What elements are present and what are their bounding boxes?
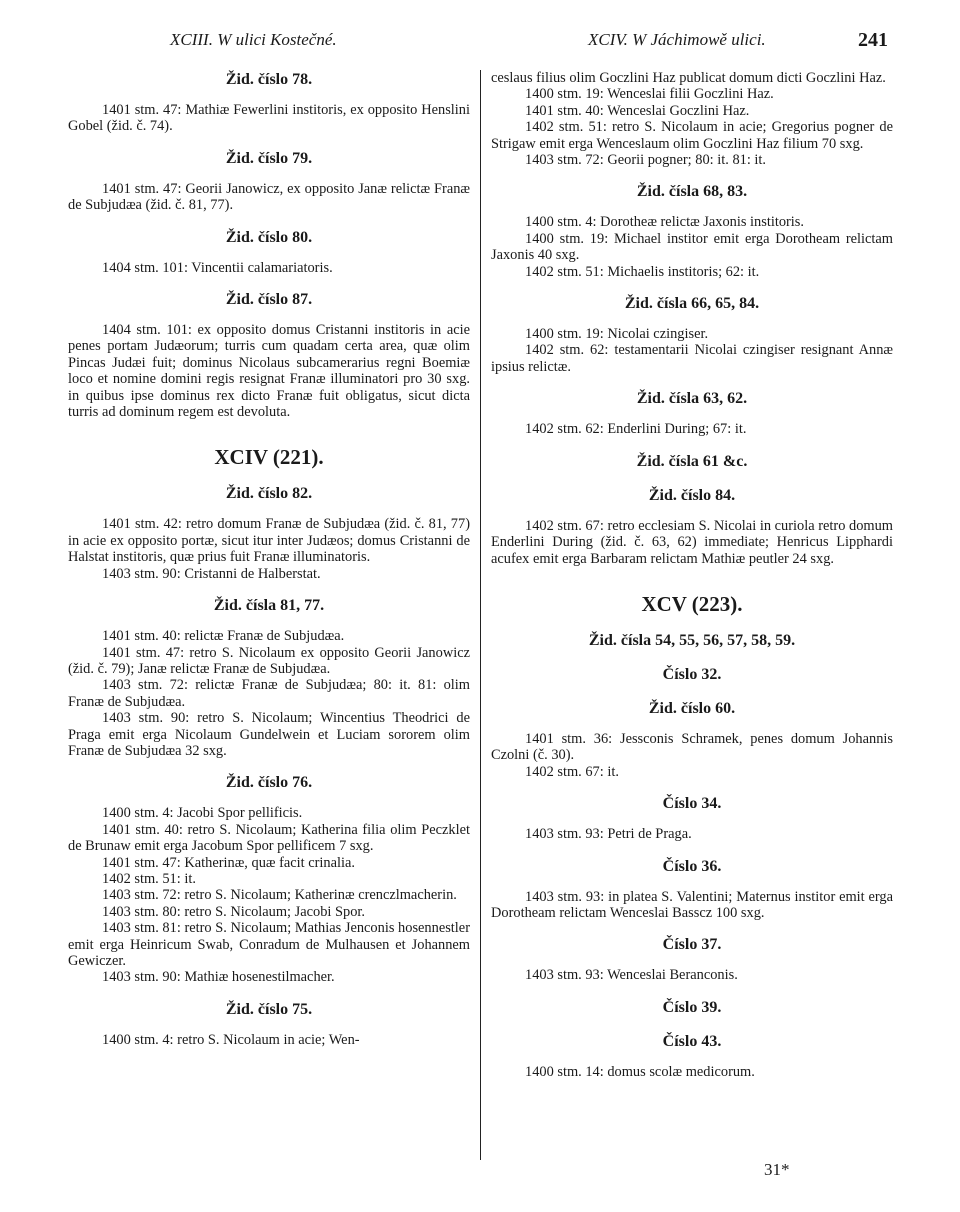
entry-heading: Číslo 43. xyxy=(662,1032,722,1050)
entry-heading: Žid. čísla 61 &c. xyxy=(636,452,748,470)
register-entry: 1403 stm. 81: retro S. Nicolaum; Mathias Jenconis hosennestler emit erga Heinricum Swab, Conradum de Mulhausen et Johannem Gewiczer. xyxy=(68,920,470,969)
page-number: 241 xyxy=(858,29,888,51)
register-entry: 1400 stm. 14: domus scolæ medicorum. xyxy=(525,1063,755,1080)
register-entry: 1400 stm. 4: retro S. Nicolaum in acie; Wen- xyxy=(102,1031,360,1048)
register-entry: 1401 stm. 40: retro S. Nicolaum; Katherina filia olim Peczklet de Brunaw emit erga Jacobum Spor pellificem 7 sxg. xyxy=(68,821,470,855)
entry-heading: Žid. čísla 54, 55, 56, 57, 58, 59. xyxy=(588,631,796,649)
register-entry: 1404 stm. 101: ex opposito domus Cristanni institoris in acie penes portam Judæorum; turris cum quadam certa area, quæ olim Pincas Judæi fuit; dominus Nicolaus subcamerarius regni Boemiæ loco et nomine domini regis resignat Franæ illuminatori pro 30 sxg. in quibus ipse dominus rex dicto Franæ fuit obligatus, sicut dicta turris ad dominum regem est devoluta. xyxy=(68,322,470,421)
register-entry: 1403 stm. 72: Georii pogner; 80: it. 81: it. xyxy=(525,152,767,169)
entry-heading: Číslo 34. xyxy=(662,795,722,813)
entry-heading: Číslo 36. xyxy=(662,857,722,875)
entry-heading: Žid. číslo 84. xyxy=(648,486,736,504)
entry-heading: Žid. čísla 66, 65, 84. xyxy=(624,295,760,313)
register-entry: 1403 stm. 90: Mathiæ hosenestilmacher. xyxy=(102,969,335,986)
register-entry: 1402 stm. 62: Enderlini During; 67: it. xyxy=(525,421,747,438)
register-entry: 1403 stm. 93: Petri de Praga. xyxy=(525,826,692,843)
register-entry: 1401 stm. 36: Jessconis Schramek, penes domum Johannis Czolni (č. 30). xyxy=(491,730,893,764)
register-entry: 1402 stm. 51: it. xyxy=(102,870,196,887)
register-entry: 1403 stm. 72: relictæ Franæ de Subjudæa; 80: it. 81: olim Franæ de Subjudæa. xyxy=(68,677,470,710)
register-entry: 1400 stm. 19: Michael institor emit erga Dorotheam relictam Jaxonis 40 sxg. xyxy=(491,230,893,264)
register-entry: ceslaus filius olim Goczlini Haz publicat domum dicti Goczlini Haz. xyxy=(491,70,886,86)
register-entry: 1402 stm. 67: it. xyxy=(525,763,619,780)
register-entry: 1401 stm. 47: Georii Janowicz, ex opposito Janæ relictæ Franæ de Subjudæa (žid. č. 81, 77). xyxy=(68,180,470,214)
register-entry: 1400 stm. 4: Dorotheæ relictæ Jaxonis institoris. xyxy=(525,214,805,231)
section-heading: XCV (223). xyxy=(641,591,743,616)
register-entry: 1402 stm. 51: retro S. Nicolaum in acie; Gregorius pogner de Strigaw emit erga Wenceslaum olim Goczlini Haz filium 70 sxg. xyxy=(491,119,893,152)
register-entry: 1403 stm. 72: retro S. Nicolaum; Katherinæ crenczlmacherin. xyxy=(102,887,457,904)
left-column xyxy=(68,70,470,1048)
running-header xyxy=(68,30,890,58)
register-entry: 1400 stm. 4: Jacobi Spor pellificis. xyxy=(102,805,303,822)
entry-heading: Číslo 32. xyxy=(662,665,722,683)
register-entry: 1401 stm. 40: Wenceslai Goczlini Haz. xyxy=(525,102,750,119)
register-entry: 1400 stm. 19: Nicolai czingiser. xyxy=(525,326,709,343)
entry-heading: Žid. čísla 68, 83. xyxy=(636,183,748,201)
register-entry: 1401 stm. 40: relictæ Franæ de Subjudæa. xyxy=(102,628,345,645)
entry-heading: Žid. číslo 60. xyxy=(648,699,736,717)
left-running-title: XCIII. W ulici Kostečné. xyxy=(170,30,337,49)
register-entry: 1402 stm. 67: retro ecclesiam S. Nicolai in curiola retro domum Enderlini During (žid. č. 63, 62) immediate; Henricus Lipphardi acufex emit erga Barbaram relictam Mathiæ peutler 24 sxg. xyxy=(491,517,893,567)
entry-heading: Číslo 39. xyxy=(662,998,722,1016)
entry-heading: Žid. číslo 79. xyxy=(225,149,313,167)
entry-heading: Žid. čísla 63, 62. xyxy=(636,390,748,408)
entry-heading: Žid. číslo 78. xyxy=(225,71,313,88)
column-divider xyxy=(480,70,481,1160)
section-heading: XCIV (221). xyxy=(214,445,324,470)
entry-heading: Žid. číslo 80. xyxy=(225,228,313,246)
register-entry: 1403 stm. 93: in platea S. Valentini; Maternus institor emit erga Dorotheam relictam Wenceslai Basscz 100 sxg. xyxy=(491,888,893,921)
register-entry: 1400 stm. 19: Wenceslai filii Goczlini Haz. xyxy=(525,86,774,103)
register-entry: 1401 stm. 47: Katherinæ, quæ facit crinalia. xyxy=(102,854,355,871)
register-entry: 1403 stm. 90: retro S. Nicolaum; Wincentius Theodrici de Praga emit erga Nicolaum Gundelwein et Luciam sororem olim Franæ de Subjudæa 32 sxg. xyxy=(68,710,470,759)
right-running-title: XCIV. W Jáchimowě ulici. xyxy=(588,30,766,49)
register-entry: 1402 stm. 51: Michaelis institoris; 62: it. xyxy=(525,263,760,280)
register-entry: 1401 stm. 47: retro S. Nicolaum ex opposito Georii Janowicz (žid. č. 79); Janæ relictæ Franæ de Subjudæa. xyxy=(68,644,470,677)
entry-heading: Číslo 37. xyxy=(662,936,722,954)
entry-heading: Žid. číslo 76. xyxy=(225,774,313,792)
entry-heading: Žid. číslo 75. xyxy=(225,1000,313,1018)
signature-mark: 31* xyxy=(764,1160,790,1179)
right-column xyxy=(491,70,893,1080)
register-entry: 1403 stm. 93: Wenceslai Beranconis. xyxy=(525,967,738,984)
entry-heading: Žid. číslo 87. xyxy=(225,291,313,309)
register-entry: 1402 stm. 62: testamentarii Nicolai czingiser resignant Annæ ipsius relictæ. xyxy=(491,342,893,375)
register-entry: 1403 stm. 80: retro S. Nicolaum; Jacobi Spor. xyxy=(102,903,366,920)
entry-heading: Žid. čísla 81, 77. xyxy=(213,597,325,615)
register-entry: 1401 stm. 47: Mathiæ Fewerlini institoris, ex opposito Henslini Gobel (žid. č. 74). xyxy=(68,102,470,135)
register-entry: 1403 stm. 90: Cristanni de Halberstat. xyxy=(102,565,321,582)
register-entry: 1401 stm. 42: retro domum Franæ de Subjudæa (žid. č. 81, 77) in acie ex opposito portæ, sicut itur inter Judæos; domus Cristanni de Halstat institoris, quæ prius fuit Franæ illuminatoris. xyxy=(68,516,470,566)
register-entry: 1404 stm. 101: Vincentii calamariatoris. xyxy=(102,259,333,276)
entry-heading: Žid. číslo 82. xyxy=(225,485,313,503)
